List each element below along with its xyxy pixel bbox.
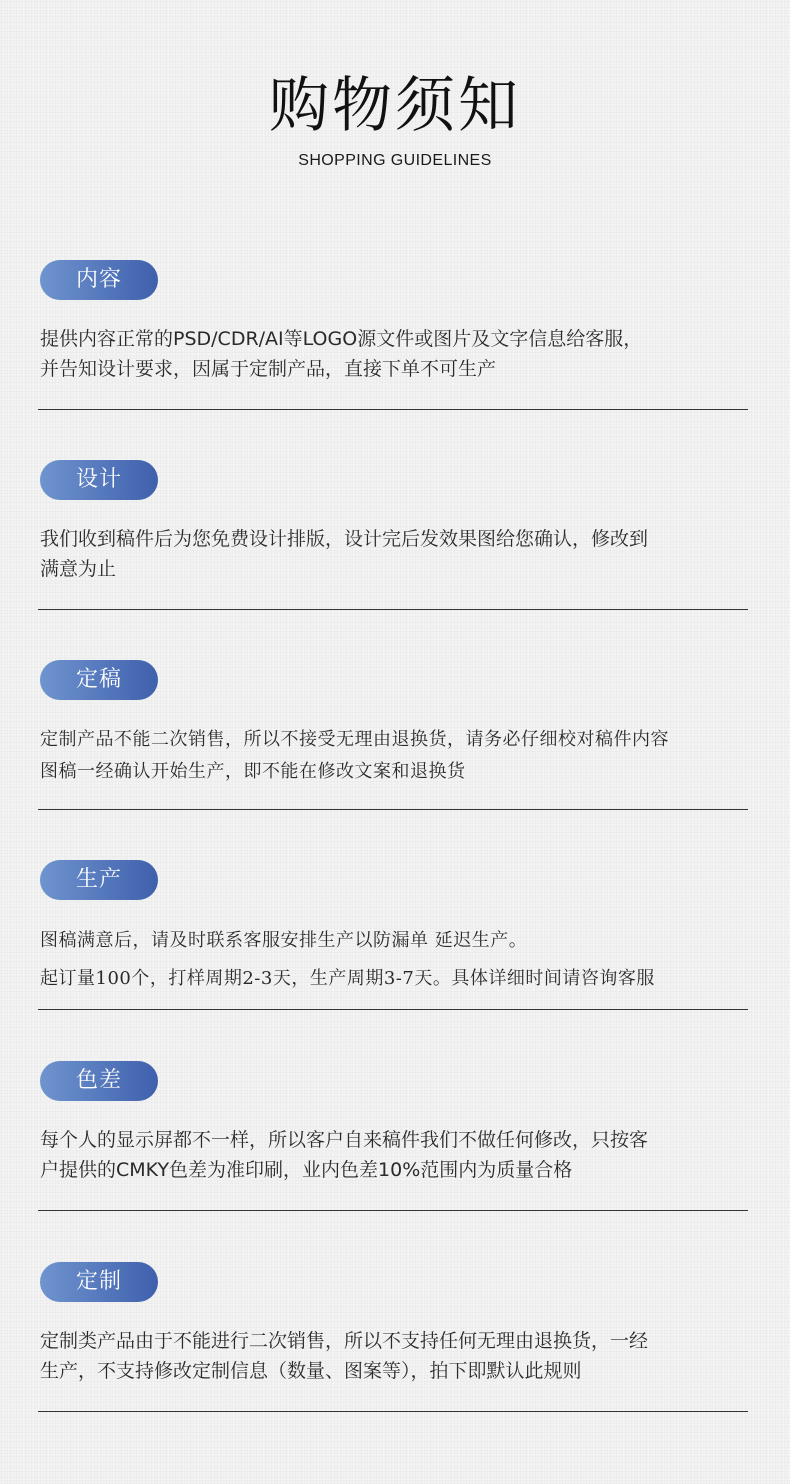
- section-production: [38, 860, 748, 1060]
- section-color-difference: [38, 1061, 748, 1261]
- body-line: 并告知设计要求，因属于定制产品，直接下单不可生产: [40, 358, 497, 380]
- section-divider: [38, 1411, 748, 1412]
- body-line: 起订量100个，打样周期2-3天，生产周期3-7天。具体详细时间请咨询客服: [40, 968, 655, 989]
- section-badge: 生产: [40, 860, 158, 900]
- section-badge: 定制: [40, 1262, 158, 1302]
- section-divider: [38, 809, 748, 810]
- body-line: 我们收到稿件后为您免费设计排版，设计完后发效果图给您确认，修改到: [40, 528, 649, 550]
- body-line: 图稿满意后，请及时联系客服安排生产以防漏单 延迟生产。: [40, 930, 528, 951]
- section-badge: 内容: [40, 260, 158, 300]
- body-line: 每个人的显示屏都不一样，所以客户自来稿件我们不做任何修改，只按客: [40, 1129, 649, 1151]
- section-divider: [38, 1210, 748, 1211]
- section-divider: [38, 1009, 748, 1010]
- page-subtitle: SHOPPING GUIDELINES: [298, 152, 492, 169]
- section-divider: [38, 609, 748, 610]
- section-badge: 定稿: [40, 660, 158, 700]
- section-content: [38, 260, 748, 460]
- section-body: [40, 1326, 745, 1386]
- body-line: 提供内容正常的PSD/CDR/AI等LOGO源文件或图片及文字信息给客服，: [40, 328, 643, 350]
- section-body: [40, 1125, 745, 1185]
- section-body: [40, 724, 745, 788]
- body-line: 图稿一经确认开始生产，即不能在修改文案和退换货: [40, 761, 466, 782]
- page-header: [0, 68, 790, 170]
- section-badge: 设计: [40, 460, 158, 500]
- body-line: 定制产品不能二次销售，所以不接受无理由退换货，请务必仔细校对稿件内容: [40, 729, 669, 750]
- section-final-draft: [38, 660, 748, 860]
- section-design: [38, 460, 748, 660]
- section-body: [40, 324, 745, 384]
- section-body: [40, 922, 745, 998]
- body-line: 满意为止: [40, 558, 117, 580]
- section-customization: [38, 1262, 748, 1462]
- section-body: [40, 524, 745, 584]
- section-divider: [38, 409, 748, 410]
- body-line: 户提供的CMKY色差为准印刷，业内色差10%范围内为质量合格: [40, 1159, 573, 1181]
- page-title: 购物须知: [269, 71, 521, 141]
- section-badge: 色差: [40, 1061, 158, 1101]
- body-line: 定制类产品由于不能进行二次销售，所以不支持任何无理由退换货，一经: [40, 1330, 649, 1352]
- body-line: 生产，不支持修改定制信息（数量、图案等），拍下即默认此规则: [40, 1360, 582, 1382]
